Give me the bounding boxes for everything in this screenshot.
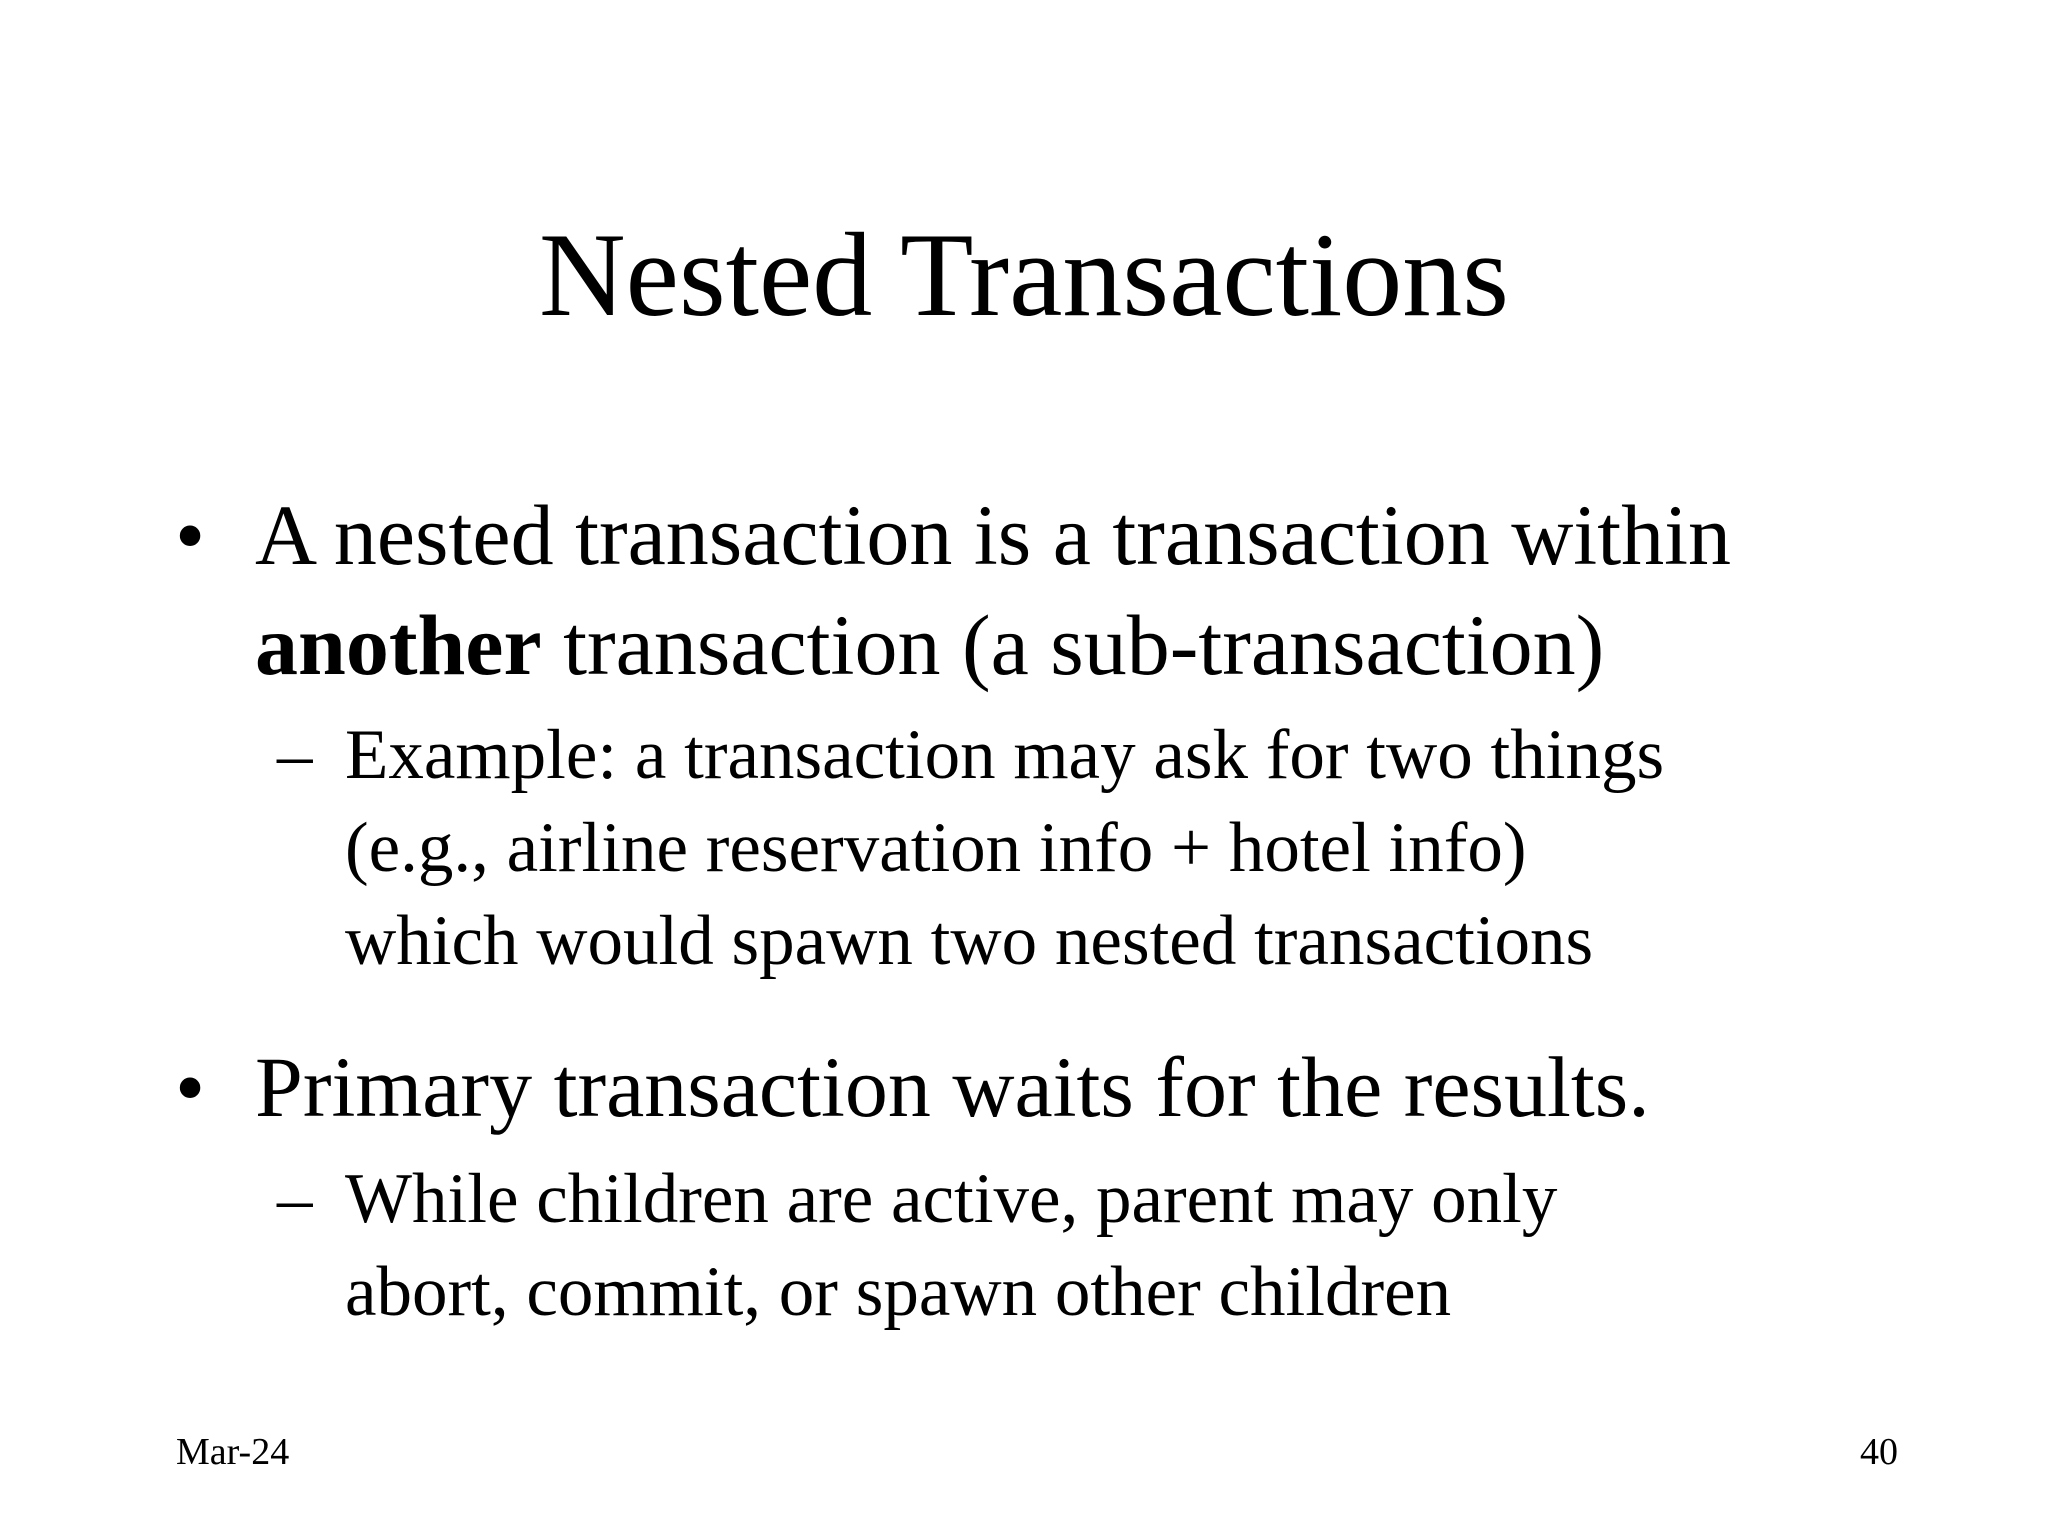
bullet-marker: • [175, 487, 206, 583]
sub-bullet-1-line-2: (e.g., airline reservation info + hotel info) [345, 809, 1527, 887]
bullet-1-bold-word: another [255, 597, 542, 693]
bullet-2 [175, 1032, 1895, 1142]
bullet-1-line-2 [255, 590, 1895, 700]
footer-page-number: 40 [1860, 1431, 1898, 1473]
bullet-1 [175, 480, 1895, 700]
footer-date: Mar-24 [176, 1431, 290, 1473]
slide-title: Nested Transactions [539, 208, 1509, 341]
sub-bullet-1 [277, 709, 1885, 988]
dash-marker: – [277, 716, 313, 794]
sub-bullet-2 [277, 1153, 1885, 1339]
sub-bullet-2-line-2: abort, commit, or spawn other children [345, 1253, 1452, 1331]
bullet-marker: • [175, 1039, 206, 1135]
bullet-1-line-2-rest: transaction (a sub-transaction) [541, 597, 1605, 693]
sub-bullet-1-line-1: Example: a transaction may ask for two things [345, 716, 1665, 794]
bullet-2-line-1: Primary transaction waits for the results. [255, 1039, 1650, 1135]
dash-marker: – [277, 1160, 313, 1238]
sub-bullet-2-line-1: While children are active, parent may only [345, 1160, 1558, 1238]
sub-bullet-1-line-3: which would spawn two nested transactions [345, 902, 1594, 980]
bullet-1-line-1: A nested transaction is a transaction within [255, 487, 1731, 583]
